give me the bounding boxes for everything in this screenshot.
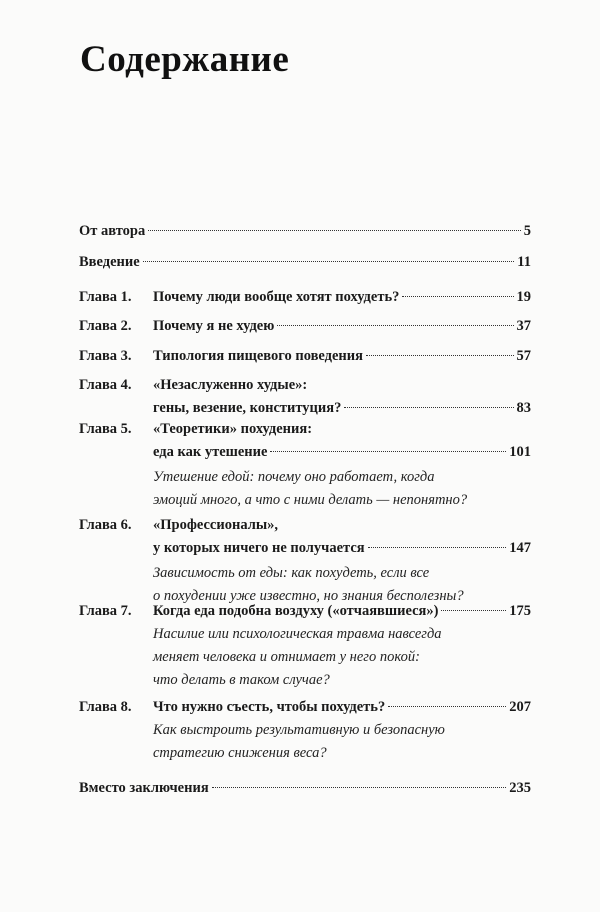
toc-entry-chapter-3 bbox=[79, 341, 531, 371]
toc-page-number: 207 bbox=[509, 699, 531, 715]
toc-entry-chapter-2 bbox=[79, 311, 531, 341]
chapter-description-line: Утешение едой: почему оно работает, когда bbox=[153, 469, 435, 485]
dot-leader bbox=[277, 325, 513, 326]
toc-entry-label: От автора bbox=[79, 223, 146, 239]
chapter-number: Глава 7. bbox=[79, 603, 132, 619]
chapter-title: Что нужно съесть, чтобы похудеть? bbox=[153, 699, 386, 715]
dot-leader bbox=[143, 261, 515, 262]
toc-entry-label: Вместо заключения bbox=[79, 780, 209, 796]
dot-leader bbox=[402, 296, 513, 297]
toc-entry-label: Введение bbox=[79, 254, 140, 270]
toc-entry-chapter-1 bbox=[79, 282, 531, 312]
chapter-number: Глава 5. bbox=[79, 421, 132, 437]
chapter-description-line: эмоций много, а что с ними делать — непонятно? bbox=[153, 492, 468, 508]
toc-entry-chapter-8 bbox=[79, 692, 531, 761]
toc-entry-chapter-6 bbox=[79, 510, 531, 604]
toc-page-number: 37 bbox=[516, 318, 531, 334]
chapter-description-line: о похудении уже известно, но знания бесполезны? bbox=[153, 588, 464, 604]
toc-entry-chapter-5 bbox=[79, 414, 531, 508]
chapter-number: Глава 8. bbox=[79, 699, 132, 715]
toc-page-number: 83 bbox=[516, 400, 531, 416]
chapter-number: Глава 4. bbox=[79, 377, 132, 393]
chapter-title: Почему я не худею bbox=[153, 318, 275, 334]
toc-page-number: 57 bbox=[516, 348, 531, 364]
chapter-description-line: Насилие или психологическая травма навсегда bbox=[153, 626, 442, 642]
dot-leader bbox=[441, 610, 506, 611]
chapter-title: Когда еда подобна воздуху («отчаявшиеся») bbox=[153, 603, 439, 619]
chapter-number: Глава 2. bbox=[79, 318, 132, 334]
chapter-number: Глава 6. bbox=[79, 517, 132, 533]
chapter-title-line-1: «Незаслуженно худые»: bbox=[153, 377, 308, 393]
dot-leader bbox=[366, 355, 514, 356]
chapter-title: гены, везение, конституция? bbox=[153, 400, 342, 416]
toc-entry-chapter-7 bbox=[79, 596, 531, 688]
chapter-description-line: Зависимость от еды: как похудеть, если все bbox=[153, 565, 430, 581]
toc-entry-author bbox=[79, 216, 531, 246]
chapter-title: еда как утешение bbox=[153, 444, 268, 460]
chapter-title: Типология пищевого поведения bbox=[153, 348, 363, 364]
dot-leader bbox=[344, 407, 513, 408]
dot-leader bbox=[388, 706, 506, 707]
dot-leader bbox=[148, 230, 521, 231]
chapter-title-line-1: «Профессионалы», bbox=[153, 517, 279, 533]
toc-page-number: 147 bbox=[509, 540, 531, 556]
toc-page-number: 11 bbox=[517, 254, 531, 270]
toc-page-number: 175 bbox=[509, 603, 531, 619]
chapter-title: у которых ничего не получается bbox=[153, 540, 365, 556]
dot-leader bbox=[212, 787, 507, 788]
toc-page-number: 101 bbox=[509, 444, 531, 460]
chapter-title-line-1: «Теоретики» похудения: bbox=[153, 421, 313, 437]
chapter-number: Глава 1. bbox=[79, 289, 132, 305]
chapter-description-line: стратегию снижения веса? bbox=[153, 745, 327, 761]
chapter-description-line: Как выстроить результативную и безопасную bbox=[153, 722, 445, 738]
chapter-description-line: меняет человека и отнимает у него покой: bbox=[153, 649, 420, 665]
dot-leader bbox=[368, 547, 507, 548]
dot-leader bbox=[270, 451, 506, 452]
toc-entry-conclusion bbox=[79, 773, 531, 803]
toc-page-number: 19 bbox=[516, 289, 531, 305]
toc-page-number: 235 bbox=[509, 780, 531, 796]
toc-entry-intro bbox=[79, 247, 531, 277]
chapter-number: Глава 3. bbox=[79, 348, 132, 364]
chapter-description-line: что делать в таком случае? bbox=[153, 672, 330, 688]
toc-entry-chapter-4 bbox=[79, 370, 531, 416]
toc-page-number: 5 bbox=[523, 223, 531, 239]
chapter-title: Почему люди вообще хотят похудеть? bbox=[153, 289, 400, 305]
page-title: Содержание bbox=[80, 39, 290, 80]
